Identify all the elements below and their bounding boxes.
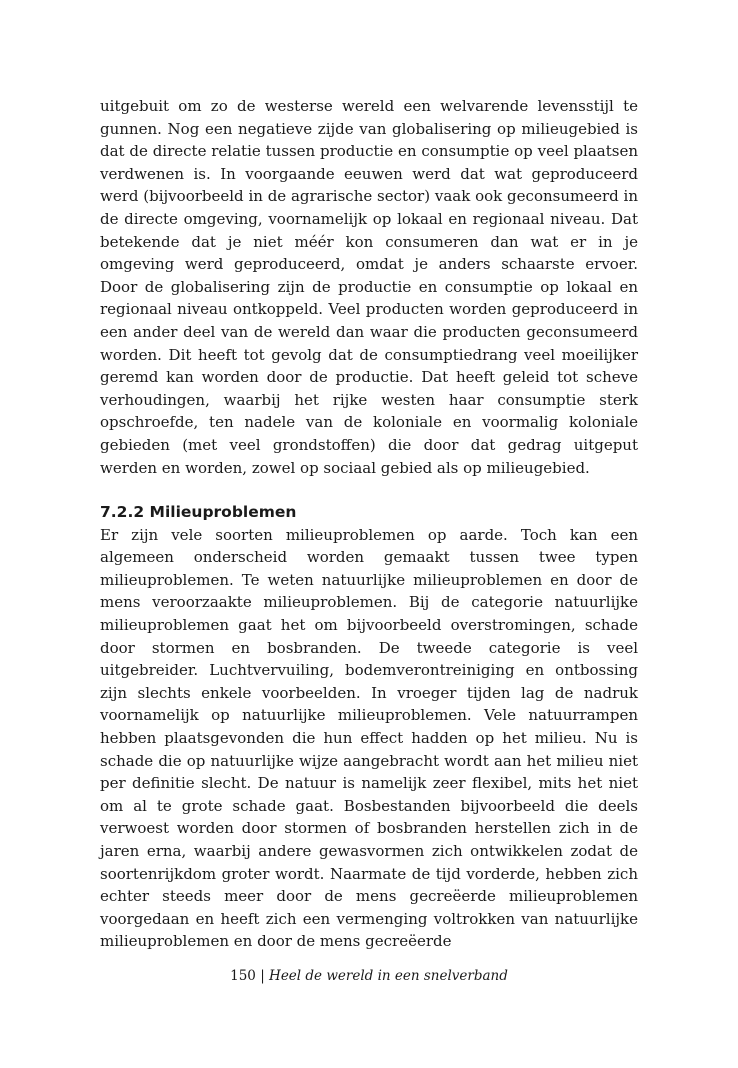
paragraph-gap: [100, 479, 638, 501]
running-title: Heel de wereld in een snelverband: [269, 968, 508, 984]
body-text: [100, 95, 638, 953]
footer-separator: |: [260, 968, 265, 984]
page-number: 150: [230, 968, 256, 984]
paragraph-globalisering: uitgebuit om zo de westerse wereld een welvarende levensstijl te gunnen. Nog een negatieve zijde van globalisering op milieugebied is dat de directe relatie tussen productie en consumptie op veel plaatsen verdwenen is. In voorgaande eeuwen werd dat wat geproduceerd werd (bijvoorbeeld in de agrarische sector) vaak ook geconsumeerd in de directe omgeving, voornamelijk op lokaal en regionaal niveau. Dat betekende dat je niet méér kon consumeren dan wat er in je omgeving werd geproduceerd, omdat je anders schaarste ervoer. Door de globalisering zijn de productie en consumptie op lokaal en regionaal niveau ontkoppeld. Veel producten worden geproduceerd in een ander deel van de wereld dan waar die producten geconsumeerd worden. Dit heeft tot gevolg dat de consumptiedrang veel moeilijker geremd kan worden door de productie. Dat heeft geleid tot scheve verhoudingen, waarbij het rijke westen haar consumptie sterk opschroefde, ten nadele van de koloniale en voormalig koloniale gebieden (met veel grondstoffen) die door dat gedrag uitgeput werden en worden, zowel op sociaal gebied als op milieugebied.: [100, 97, 638, 477]
page-footer: [0, 966, 738, 986]
paragraph-milieuproblemen: Er zijn vele soorten milieuproblemen op aarde. Toch kan een algemeen onderscheid worden gemaakt tussen twee typen milieuproblemen. Te weten natuurlijke milieuproblemen en door de mens veroorzaakte milieuproblemen. Bij de categorie natuurlijke milieuproblemen gaat het om bijvoorbeeld overstromingen, schade door stormen en bosbranden. De tweede categorie is veel uitgebreider. Luchtvervuiling, bodemverontreiniging en ontbossing zijn slechts enkele voorbeelden. In vroeger tijden lag de nadruk voornamelijk op natuurlijke milieuproblemen. Vele natuurrampen hebben plaatsgevonden die hun effect hadden op het milieu. Nu is schade die op natuurlijke wijze aangebracht wordt aan het milieu niet per definitie slecht. De natuur is namelijk zeer flexibel, mits het niet om al te grote schade gaat. Bosbestanden bijvoorbeeld die deels verwoest worden door stormen of bosbranden herstellen zich in de jaren erna, waarbij andere gewasvormen zich ontwikkelen zodat de soortenrijkdom groter wordt. Naarmate de tijd vorderde, hebben zich echter steeds meer door de mens gecreëerde milieuproblemen voorgedaan en heeft zich een vermenging voltrokken van natuurlijke milieuproblemen en door de mens gecreëerde: [100, 525, 638, 951]
section-heading: 7.2.2 Milieuproblemen: [100, 503, 297, 522]
